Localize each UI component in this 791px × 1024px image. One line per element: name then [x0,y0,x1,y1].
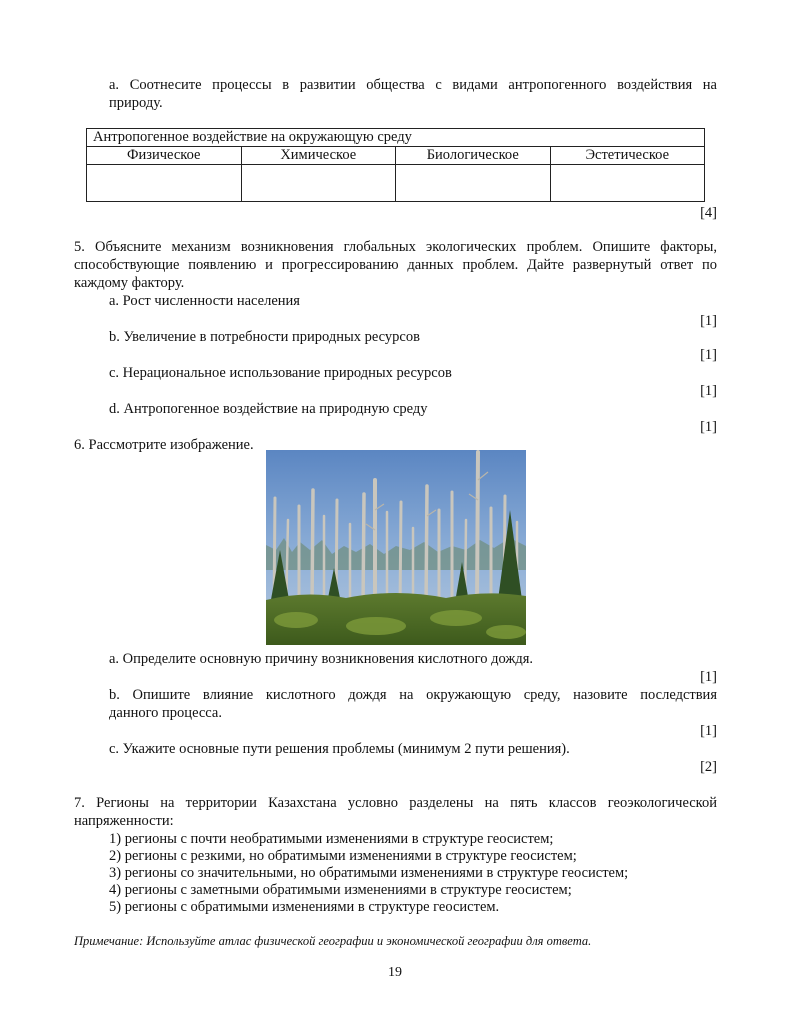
q6-title: 6. Рассмотрите изображение. [74,437,254,453]
table-cell-empty[interactable] [396,165,551,202]
q6-item-b-line2: данного процесса. [109,705,222,721]
table-header: Антропогенное воздействие на окружающую среду [87,129,705,147]
table-cell-empty[interactable] [241,165,396,202]
q5-item-d: d. Антропогенное воздействие на природную среду [109,401,428,417]
page-number: 19 [388,965,402,980]
q6-item-b-line1: b. Опишите влияние кислотного дождя на окружающую среду, назовите последствия [109,687,717,703]
q4-score: [4] [700,205,717,221]
q5-line1: 5. Объясните механизм возникновения глобальных экологических проблем. Опишите факторы, [74,239,717,255]
q6-score-c: [2] [700,759,717,775]
q7-item-3: 3) регионы со значительными, но обратимыми изменениями в структуре геосистем; [109,865,629,881]
q7-item-5: 5) регионы с обратимыми изменениями в структуре геосистем. [109,899,500,915]
q5-item-a: a. Рост численности населения [109,293,300,309]
q5-item-c: c. Нерациональное использование природных ресурсов [109,365,452,381]
q6-item-a: a. Определите основную причину возникновения кислотного дождя. [109,651,534,667]
table-col-physical: Физическое [87,147,242,165]
note: Примечание: Используйте атлас физической географии и экономической географии для ответа. [74,934,592,948]
q5-score-d: [1] [700,419,717,435]
table-cell-empty[interactable] [550,165,705,202]
q5-item-b: b. Увеличение в потребности природных ресурсов [109,329,420,345]
table-col-biological: Биологическое [396,147,551,165]
q7-item-1: 1) регионы с почти необратимыми изменениями в структуре геосистем; [109,831,554,847]
q7-item-4: 4) регионы с заметными обратимыми изменениями в структуре геосистем; [109,882,572,898]
dead-forest-photo [266,450,526,645]
q6-item-c: c. Укажите основные пути решения проблемы (минимум 2 пути решения). [109,741,570,757]
q5-line3: каждому фактору. [74,275,185,291]
q5-score-c: [1] [700,383,717,399]
q5-score-b: [1] [700,347,717,363]
q7-item-2: 2) регионы с резкими, но обратимыми изменениями в структуре геосистем; [109,848,577,864]
q6-score-a: [1] [700,669,717,685]
q4-item-a-line2: природу. [109,95,163,111]
q7-line1: 7. Регионы на территории Казахстана условно разделены на пять классов геоэкологической [74,795,717,811]
q4-item-a-line1: a. Соотнесите процессы в развитии общества с видами антропогенного воздействия на [109,77,717,93]
q6-score-b: [1] [700,723,717,739]
table-col-chemical: Химическое [241,147,396,165]
q5-score-a: [1] [700,313,717,329]
q7-line2: напряженности: [74,813,174,829]
table-col-aesthetic: Эстетическое [550,147,705,165]
table-cell-empty[interactable] [87,165,242,202]
impact-table [86,128,705,202]
q5-line2: способствующие появлению и прогрессированию данных проблем. Дайте развернутый ответ по [74,257,717,273]
